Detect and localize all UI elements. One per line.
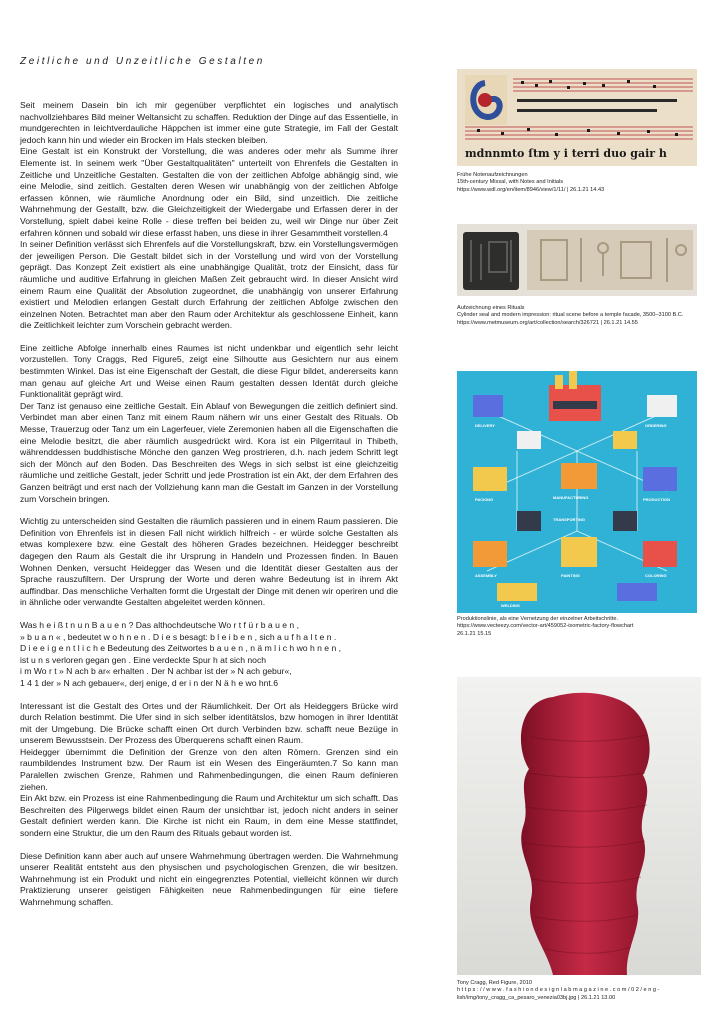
caption-red-figure (457, 980, 719, 1002)
quote-line: ist u n s verloren gegan gen . Eine verdeckte Spur h at sich noch (20, 654, 267, 665)
flowchart-label: ASSEMBLY (475, 573, 497, 578)
paragraph: Heidegger übernimmt die Definition der Grenze von den alten Römern. Grenzen sind ein raumbildendes Instrument bzw. Der Raum ist ein Wesen des Eingeräumten.7 So kann man Paralellen zwischen Grenze, Rahmen und Rahmenbedingungen, die einen Raum definieren ziehen. (20, 746, 398, 792)
flowchart-label: PRODUCTION (643, 497, 670, 502)
paragraph: In seiner Definition verlässt sich Ehrenfels auf die Vorstellungskraft, bzw. ein Vorstellungsvermögen der jeweiligen Person. Die Gestalt bildet sich in der Vorstellung und wird von der Vorstellung geprägt. Das Konzept Zeit existiert als eine unabhängige Qualität, trotz der Einsicht, dass für räumliche und auditive Erfahrung in gleichen Maßen Zeit gebraucht wird. In dieser Ansicht wird einem Raum eine Qualität der Absolution zugeordnet, die unabhängig von unserer Erfahrung existiert und Melodien erlangen Gestalt durch Erfahrung der zeitlichen Abfolge zwischen den einzelnen Noten. Betrachtet man aber den Raum oder Architektur als geschlossene Einheit, kann die Zeitlichkeit leichter zum Vorschein gebracht werden. (20, 239, 398, 331)
quote-line: D i e e i g e n t l i c h e Bedeutung des Zeitwortes b a u e n , n ä m l i c h wo h n e n , (20, 643, 342, 654)
quote-line: Was h e i ß t n u n B a u e n ? Das althochdeutsche Wo r t f ü r b a u e n , (20, 619, 299, 630)
factory-flowchart-image (457, 371, 697, 613)
caption-source: lish/img/tony_cragg_ca_pesaro_venezia03bj.jpg | 26.1.21 13.00 (457, 994, 616, 1001)
body-text (20, 100, 398, 909)
cylinder-seal-illustration (457, 224, 697, 296)
caption-title: Tony Cragg, Red Figure, 2010 (457, 980, 532, 986)
quote-line: » b u a n « , bedeutet w o h n e n . D i e s besagt: b l e i b e n , sich a u f h a l t e n . (20, 631, 337, 642)
paragraph: Wichtig zu unterscheiden sind Gestalten die räumlich passieren und in einem Raum passieren. Die Definition von Ehrenfels ist in diesen Fall nicht wirklich hilfreich - er würde solche Gestalten als etwas komplexere bzw. eine Gestalt des höheren Grades bezeichnen. Heidegger beschreibt dagegen den Raum als Gestalt die ihr Ursprung in Handeln und Prozessen finden. In Bauen Wohnen Denken, versucht Heidegger das Wesen und die Identität dieser Gestalten aus der Sprache rauszufiltern. Der Ursprung der Worte und deren wahre Bedeutung ist in ihrem Akt auffindbar. Das menschliche Verhalten formt die Urgestalt der Dinge mit denen wir operiren und die in ähnliche oder verwandte Gestalten abgeleitet werden können. (20, 516, 398, 608)
caption-source: 26.1.21 15.15 (457, 630, 492, 637)
flowchart-label: MANUFACTURING (553, 495, 589, 500)
red-figure-sculpture-image (457, 677, 701, 975)
flowchart-label: DELIVERY (475, 423, 495, 428)
caption-source: https://www.metmuseum.org/art/collection/search/326721 | 26.1.21 14.55 (457, 319, 638, 326)
caption-text: 15th-century Missal, with Notes and Initials (457, 179, 564, 186)
flowchart-label: ORDERING (645, 423, 667, 428)
paragraph: Ein Akt bzw. ein Prozess ist eine Rahmenbedingung die Raum und Architektur um sich schafft. Das Beschreiten des Pilgerwegs bildet einen Raum der unsichtbar ist, jedoch nicht anders in seiner Gestalt definiert werden kann. Die Kirche ist nicht ein Raum, in dem eine Messe stattfindet, sondern eine Struktur, die um den Raum des Rituals gebaut worden ist. (20, 793, 398, 839)
paragraph: Eine Gestalt ist ein Konstrukt der Vorstellung, die was anderes oder mehr als Summe ihrer Elemente ist. In seinem werk "Über Gestaltqualitäten" unterteilt von Ehrenfels die Gestalten in Zeitliche und Unzeitliche Gestalten. Gestalten die von der zeitlichen Abfolge abhängig sind, wie eine Melodie, sind zeitlich. Gestalten deren Wesen wir unabhängig von der zeitlichen Abfolge erfassen können, wie räumliche Anordnung oder ein Bild, sind unzeitlich. Die zeitliche Wahrnehmung der Gestallt, bzw. die Gleichzeitigkeit der Wiedergabe und Erfassen derer in der Vorstellung, spielt dabei keine Rolle - diese treffen bei beiden zu, weil wir Dinge nur über Zeit erfahren können und sobald wir diese erfasst haben, uns diese in ihrer Gesammtheit vorstellen.4 (20, 146, 398, 238)
caption-text: Cylinder seal and modern impression: ritual scene before a temple facade, 3500–3100 B.C. (457, 312, 684, 319)
caption-text: https://www.vecteezy.com/vector-art/459052-isometric-factory-flowchart (457, 623, 634, 630)
paragraph: Interessant ist die Gestalt des Ortes und der Räumlichkeit. Der Ort als Heideggers Brücke wird durch Relation bestimmt. Die Ufer sind in sich selber identitätslos, bzw homogen in ihrer Identität mit der Umgebung. Die Brücke schafft einen Ort durch Verbinden bzw. schafft neue Bezüge in unserem Bewusstsein. Der Prozess des Überquerens schafft einen Raum. (20, 700, 398, 746)
flowchart-label: COLORING (645, 573, 667, 578)
quote-line: 1 4 1 der » N ach gebauer«, derj enige, d er i n der N ä h e wo hnt.6 (20, 677, 278, 688)
red-figure-sculpture-illustration (457, 677, 701, 975)
flowchart-label: PAINTING (561, 573, 580, 578)
caption-cylinder-seal (457, 305, 707, 327)
flowchart-label: PACKING (475, 497, 494, 502)
manuscript-text: mdnnmto ſtm y i terri duo gair h (465, 147, 667, 160)
flowchart-label: TRANSPORTING (553, 517, 585, 522)
paragraph: Seit meinem Dasein bin ich mir gegenüber verpflichtet ein logisches und analytisch nachvollziehbares Bild meiner Weltansicht zu schaffen. Reduktion der Dinge auf das Essentielle, in mundgerechten in leichtverdauliche Häppchen ist immer eine gute Strategie, im Fall der Gestalt jedoch kann hin und wieder ein Brocken im Hals stecken bleiben. (20, 100, 398, 145)
paragraph: Eine zeitliche Abfolge innerhalb eines Raumes ist nicht undenkbar und eigentlich sehr leicht vorzustellen. Tony Craggs, Red Figure5, zeigt eine Silhoutte aus Gesichtern nur aus einem bestimmten Winkel. Das ist eine Eigenschaft der Gestalt, die diese Figur bildet, andererseits kann man genau auf gleiche Art und Weise einen Raum gestalten dessen Identät durch gleiche Funktionalität geprägt wird. (20, 342, 398, 400)
page-title: Zeitliche und Unzeitliche Gestalten (20, 56, 265, 67)
caption-title: Frühe Notenaufzeichnungen (457, 172, 528, 178)
caption-factory-flowchart (457, 616, 717, 638)
caption-source: https://www.wdl.org/en/item/8946/view/1/11/ | 26.1.21 14.43 (457, 186, 605, 193)
caption-title: Produktionslinie, als eine Vernetzung der einzelner Arbeitschritte. (457, 616, 619, 622)
manuscript-image (457, 69, 697, 166)
caption-title: Aufzeichnung eines Rituals (457, 305, 525, 311)
paragraph: Diese Definition kann aber auch auf unsere Wahrnehmung übertragen werden. Die Wahrnehmung unserer Realität entsteht aus den physischen und psychologischen Grenzen, die wir besitzen. Wahrnehmung ist ein Produkt und nicht ein eingegrenztes Potential, vielleicht können wir durch Praktizierung unserer geistigen Fähigkeiten neue Rahmenbedingungen für eine tiefere Wahrnehmung schaffen. (20, 850, 398, 907)
heidegger-quote (20, 620, 398, 690)
flowchart-label: WELDING (501, 603, 520, 608)
cylinder-seal-image (457, 224, 697, 296)
paragraph: Der Tanz ist genauso eine zeitliche Gestalt. Ein Ablauf von Bewegungen die zeitlich definiert sind. Verbindet man aber einen Tanz mit einem Raum nähern wir uns einer Gestalt des Rituals. Ob Messe, Trauerzug oder Tanz um ein Lagerfeuer, viele Zeremonien haben all die Eigenschaften die eine Melodie besitzt, die aber räumlich ausgedrückt wird. Kora ist ein Pilgerritaul in Thibeth, währenddessen buddhistische Mönche den ganzen Weg prostrieren, d.h. nach jedem Schritt legt sich der Mönch auf den Boden. Das Beschreiten des Wegs in sich selbst ist eine gleichzeitig räumliche und zeitliche Gestalt, jeder Schritt und jede Prostration ist ein Akt, der dem Erfahren des Ganzen beiträgt und erst nach der Vollziehung kann man die Gestalt im Ganzen in der Vorstellung zum Vorschein bringen. (20, 400, 398, 504)
quote-line: i m Wo r t » N ach b ar« erhalten . Der N achbar ist der » N ach gebur«, (20, 666, 292, 677)
caption-source: h t t p s : / / w w w . f a s h i o n d e s i g n l a b m a g a z i n e . c o m / 0 2 / e n g - (457, 987, 660, 994)
caption-manuscript (457, 172, 707, 194)
